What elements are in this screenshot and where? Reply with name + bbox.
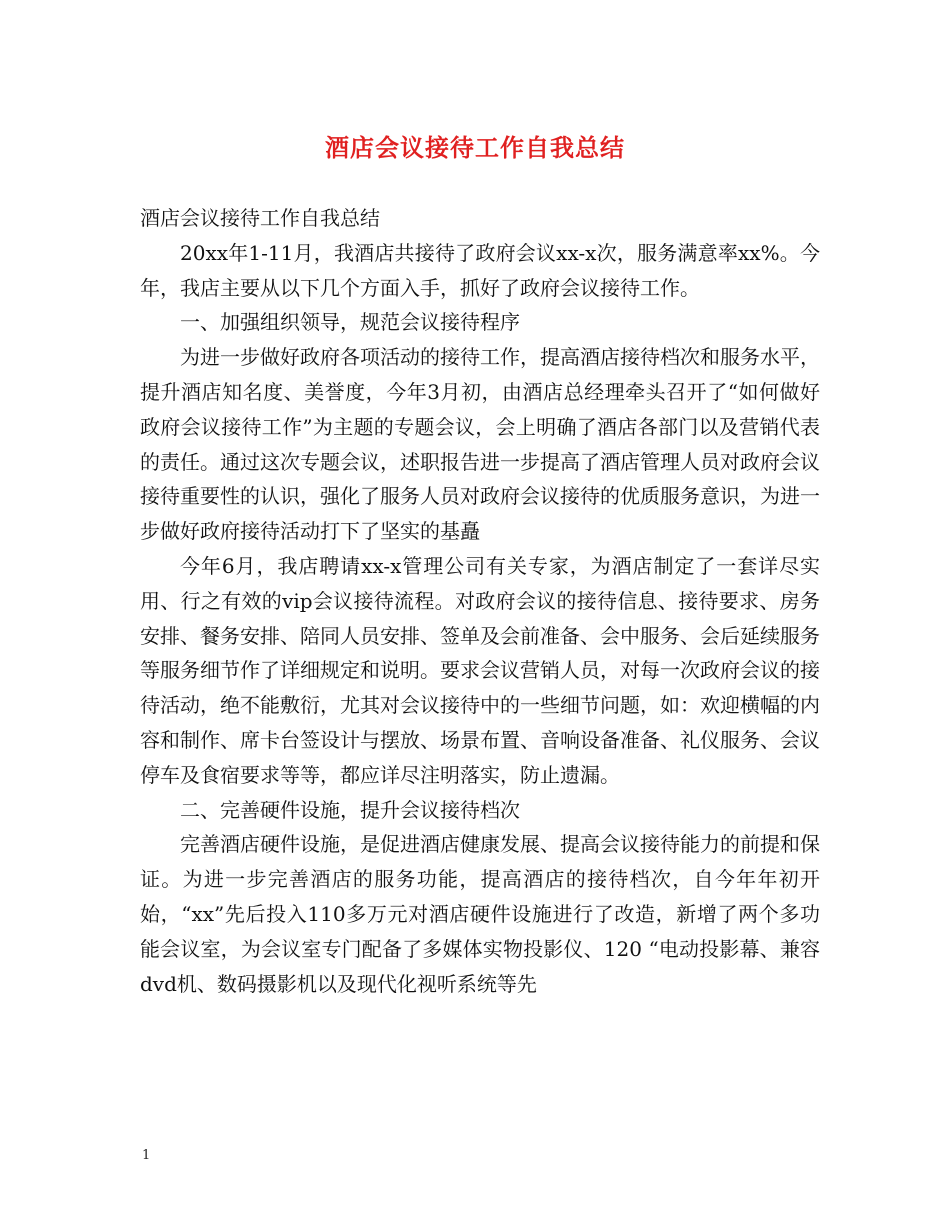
page-number: 1 bbox=[142, 1148, 151, 1163]
section-heading-2: 二、完善硬件设施，提升会议接待档次 bbox=[180, 797, 520, 822]
body-paragraph: 完善酒店硬件设施，是促进酒店健康发展、提高会议接待能力的前提和保证。为进一步完善酒店的服务功能，提高酒店的接待档次，自今年年初开始，“xx”先后投入110多万元对酒店硬件设施进行了改造，新增了两个多功能会议室，为会议室专门配备了多媒体实物投影仪、120 “电动投影幕、兼容dvd机、数码摄影机以及现代化视听系统等先 bbox=[140, 832, 820, 996]
body-paragraph: 为进一步做好政府各项活动的接待工作，提高酒店接待档次和服务水平，提升酒店知名度、美誉度，今年3月初，由酒店总经理牵头召开了“如何做好政府会议接待工作”为主题的专题会议，会上明确了酒店各部门以及营销代表的责任。通过这次专题会议，述职报告进一步提高了酒店管理人员对政府会议接待重要性的认识，强化了服务人员对政府会议接待的优质服务意识，为进一步做好政府接待活动打下了坚实的基矗 bbox=[140, 345, 820, 544]
body-paragraph: 今年6月，我店聘请xx-x管理公司有关专家，为酒店制定了一套详尽实用、行之有效的vip会议接待流程。对政府会议的接待信息、接待要求、房务安排、餐务安排、陪同人员安排、签单及会前准备、会中服务、会后延续服务等服务细节作了详细规定和说明。要求会议营销人员，对每一次政府会议的接待活动，绝不能敷衍，尤其对会议接待中的一些细节问题，如：欢迎横幅的内容和制作、席卡台签设计与摆放、场景布置、音响设备准备、礼仪服务、会议停车及食宿要求等等，都应详尽注明落实，防止遗漏。 bbox=[140, 553, 820, 787]
document-body bbox=[140, 201, 820, 1001]
section-heading-1: 一、加强组织领导，规范会议接待程序 bbox=[180, 310, 520, 335]
intro-paragraph: 20xx年1-11月，我酒店共接待了政府会议xx-x次，服务满意率xx%。今年，我店主要从以下几个方面入手，抓好了政府会议接待工作。 bbox=[140, 240, 820, 300]
document-title: 酒店会议接待工作自我总结 bbox=[325, 133, 625, 162]
subtitle-paragraph: 酒店会议接待工作自我总结 bbox=[140, 206, 380, 230]
